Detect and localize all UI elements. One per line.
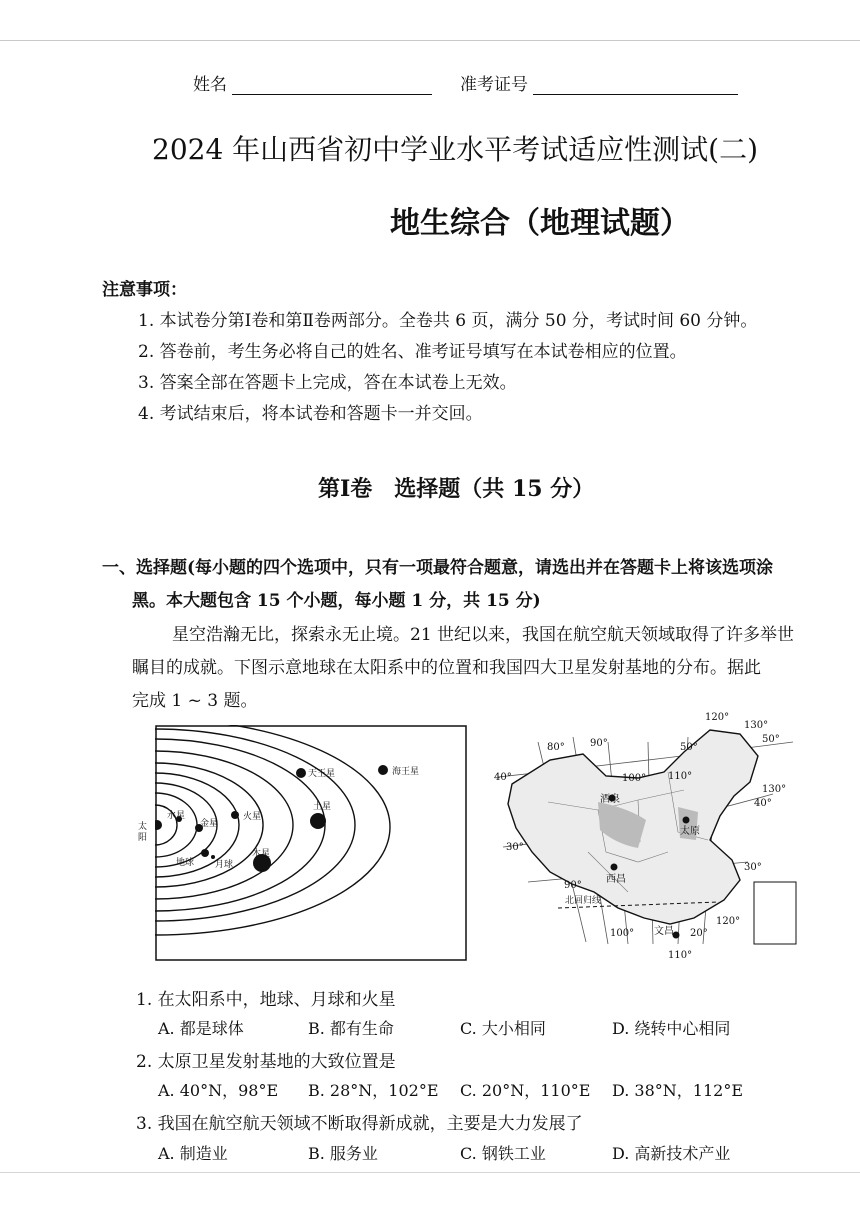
bottom-rule xyxy=(0,1172,860,1173)
page-subtitle: 地生综合（地理试题） xyxy=(390,206,690,241)
question-stem: 1. 在太阳系中，地球、月球和火星 xyxy=(136,990,396,1010)
site-label: 酒泉 xyxy=(600,794,620,805)
tick-label: 120° xyxy=(716,916,741,927)
tick-label: 30° xyxy=(506,842,524,853)
site-label: 太原 xyxy=(680,826,700,837)
tick-label: 110° xyxy=(668,771,693,782)
exam-id-field xyxy=(460,70,738,95)
mars-dot xyxy=(231,811,239,819)
tick-label: 80° xyxy=(547,742,565,753)
notice-item: 2. 答卷前，考生务必将自己的姓名、准考证号填写在本试卷相应的位置。 xyxy=(138,342,687,362)
option-b[interactable]: B. 28°N，102°E xyxy=(308,1081,439,1100)
option-a[interactable]: A. 制造业 xyxy=(158,1144,228,1163)
option-c[interactable]: C. 钢铁工业 xyxy=(460,1144,546,1163)
option-c[interactable]: C. 20°N，110°E xyxy=(460,1081,591,1100)
tick-label: 120° xyxy=(705,712,730,723)
exam-id-blank[interactable] xyxy=(533,74,738,95)
planet-label: 水星 xyxy=(167,811,186,821)
option-d[interactable]: D. 绕转中心相同 xyxy=(612,1019,731,1038)
site-label: 西昌 xyxy=(606,874,626,885)
notice-heading: 注意事项： xyxy=(102,280,187,300)
earth-dot xyxy=(201,849,209,857)
top-rule xyxy=(0,40,860,41)
planet-label: 金星 xyxy=(200,819,219,829)
instruction-line: 一、选择题(每小题的四个选项中，只有一项最符合题意，请选出并在答题卡上将该选项涂 xyxy=(102,558,774,578)
question-stem: 3. 我国在航空航天领域不断取得新成就，主要是大力发展了 xyxy=(136,1114,583,1134)
tick-label: 90° xyxy=(590,738,608,749)
tick-label: 130° xyxy=(762,784,787,795)
section-title: 第Ⅰ卷 选择题（共 15 分） xyxy=(318,476,595,502)
tick-label: 50° xyxy=(680,742,698,753)
option-a[interactable]: A. 都是球体 xyxy=(158,1019,244,1038)
page-title: 2024 年山西省初中学业水平考试适应性测试(二) xyxy=(152,133,759,166)
option-c[interactable]: C. 大小相同 xyxy=(460,1019,546,1038)
tick-label: 90° xyxy=(564,880,582,891)
exam-id-label: 准考证号 xyxy=(460,75,528,95)
china-launch-sites-map xyxy=(488,712,800,968)
tropic-label: 北回归线 xyxy=(565,896,602,906)
site-label: 文昌 xyxy=(654,926,674,937)
name-field xyxy=(193,70,432,95)
option-b[interactable]: B. 都有生命 xyxy=(308,1019,394,1038)
tick-label: 50° xyxy=(762,734,780,745)
solar-system-diagram xyxy=(155,725,467,961)
planet-label: 天王星 xyxy=(308,769,336,779)
tick-label: 40° xyxy=(754,798,772,809)
option-d[interactable]: D. 38°N，112°E xyxy=(612,1081,744,1100)
tick-label: 100° xyxy=(610,928,635,939)
instruction-line: 黑。本大题包含 15 个小题，每小题 1 分，共 15 分) xyxy=(132,591,541,611)
saturn-dot xyxy=(310,813,326,829)
planet-label: 地球 xyxy=(176,858,195,868)
neptune-dot xyxy=(378,765,388,775)
planet-label: 月球 xyxy=(215,860,234,870)
tick-label: 130° xyxy=(744,720,769,731)
planet-label: 火星 xyxy=(243,812,262,822)
planet-label: 土星 xyxy=(313,802,332,812)
question-stem: 2. 太原卫星发射基地的大致位置是 xyxy=(136,1052,396,1072)
intro-line: 完成 1 ~ 3 题。 xyxy=(132,691,258,711)
notice-item: 3. 答案全部在答题卡上完成，答在本试卷上无效。 xyxy=(138,373,517,393)
diagram-frame xyxy=(156,726,466,960)
option-d[interactable]: D. 高新技术产业 xyxy=(612,1144,731,1163)
south-sea-inset xyxy=(754,882,796,944)
name-label: 姓名 xyxy=(193,75,227,95)
planet-label: 木星 xyxy=(252,849,271,859)
tick-label: 40° xyxy=(494,772,512,783)
intro-line: 星空浩瀚无比，探索永无止境。21 世纪以来，我国在航空航天领域取得了许多举世 xyxy=(172,625,795,645)
planet-label: 海王星 xyxy=(392,767,420,777)
tick-label: 100° xyxy=(622,773,647,784)
uranus-dot xyxy=(296,768,306,778)
notice-item: 1. 本试卷分第Ⅰ卷和第Ⅱ卷两部分。全卷共 6 页，满分 50 分，考试时间 60 分钟。 xyxy=(138,311,758,331)
intro-line: 瞩目的成就。下图示意地球在太阳系中的位置和我国四大卫星发射基地的分布。据此 xyxy=(132,658,761,678)
notice-item: 4. 考试结束后，将本试卷和答题卡一并交回。 xyxy=(138,404,483,424)
tick-label: 30° xyxy=(744,862,762,873)
sun-label: 太阳 xyxy=(138,822,148,843)
tick-label: 20° xyxy=(690,928,708,939)
tick-label: 110° xyxy=(668,950,693,961)
name-blank[interactable] xyxy=(232,74,432,95)
option-a[interactable]: A. 40°N，98°E xyxy=(158,1081,279,1100)
option-b[interactable]: B. 服务业 xyxy=(308,1144,378,1163)
